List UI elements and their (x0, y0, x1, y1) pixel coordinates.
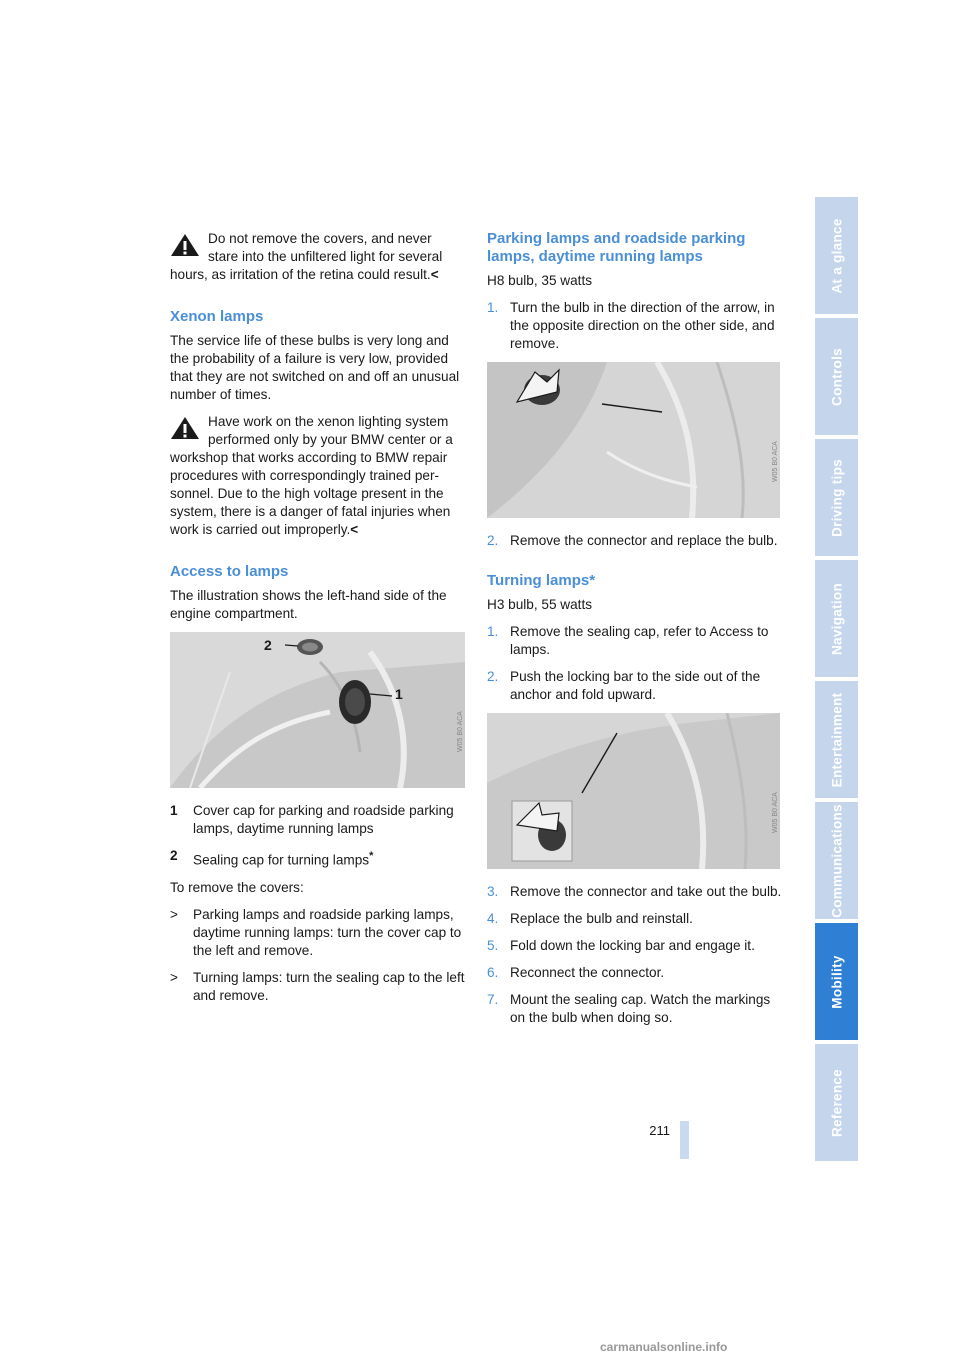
step-text: Replace the bulb and reinstall. (510, 911, 693, 926)
list-item (487, 964, 782, 982)
turning-bulb-spec: H3 bulb, 55 watts (487, 597, 593, 612)
step-number: 3. (487, 884, 499, 899)
remove-intro: To remove the covers: (170, 879, 304, 895)
bullet-mark: > (170, 969, 178, 985)
heading-access-to-lamps: Access to lamps (170, 563, 289, 580)
step-text: Turn the bulb in the direction of the arrow, in the opposite direction on the other side, and remove. (510, 300, 775, 351)
figure-label-1: 1 (395, 686, 403, 702)
tab-label: Mobility (829, 954, 844, 1009)
turning-lamp-illustration (487, 713, 780, 869)
legend-list (170, 802, 465, 870)
heading-xenon-lamps: Xenon lamps (170, 308, 264, 325)
tab-navigation[interactable] (815, 560, 858, 681)
figure-code: W05 B0 ACA (772, 441, 779, 482)
step-number: 6. (487, 965, 499, 980)
list-item (487, 910, 782, 928)
page-number-bar (680, 1121, 689, 1159)
step-number: 1. (487, 300, 499, 315)
step-number: 2. (487, 669, 499, 684)
step-text: Mount the sealing cap. Watch the markings on the bulb when doing so. (510, 992, 771, 1025)
tab-label: Navigation (829, 582, 844, 655)
section-tabs (815, 197, 858, 1165)
step-text: Reconnect the connector. (510, 965, 665, 980)
warning-line-b: stare into the unfiltered light for several hours, as irritation of the retina could result. (170, 249, 443, 282)
tab-label: Driving tips (829, 458, 844, 537)
end-mark: < (350, 522, 359, 537)
warning-triangle-icon (170, 233, 200, 257)
step-text: Remove the connector and take out the bulb. (510, 884, 782, 899)
list-item (487, 991, 782, 1027)
parking-bulb-spec: H8 bulb, 35 watts (487, 273, 593, 288)
figure-code: W05 B0 ACA (457, 711, 464, 752)
heading-parking-lamps: Parking lamps and roadside parking lamps, daytime running lamps (487, 230, 746, 265)
access-body: The illustration shows the left-hand side of the engine compartment. (170, 588, 447, 621)
step-text: Remove the sealing cap, refer to Access to lamps. (510, 624, 769, 657)
watermark: carmanualsonline.info (600, 1340, 728, 1354)
tab-label: Communications (829, 803, 844, 918)
legend-number: 2 (170, 848, 178, 863)
list-item (170, 906, 465, 960)
remove-steps (170, 906, 465, 1005)
tab-label: At a glance (829, 217, 844, 294)
legend-text: Sealing cap for turning lamps (193, 852, 370, 868)
warning-triangle-icon (170, 416, 200, 440)
warning-line-b: performed only by your BMW center or a workshop that works according to BMW repair procedures with correspondingly trained per-sonnel. Due to the high voltage present in the system, there is a danger of fatal injuries when work is carried out improperly. (170, 432, 453, 537)
step-text: Fold down the locking bar and engage it. (510, 938, 755, 953)
step-number: 4. (487, 911, 499, 926)
step-number: 2. (487, 533, 499, 548)
legend-item (170, 847, 465, 870)
tab-controls[interactable] (815, 318, 858, 439)
page-number: 211 (649, 1123, 670, 1138)
engine-compartment-illustration (170, 632, 465, 788)
list-item (487, 668, 782, 704)
step-text: Push the locking bar to the side out of the anchor and fold upward. (510, 669, 761, 702)
tab-label: Entertainment (829, 692, 844, 787)
end-mark: < (430, 267, 439, 282)
tab-mobility[interactable] (815, 923, 858, 1044)
bullet-text: Parking lamps and roadside parking lamps, daytime running lamps: turn the cover cap to the left and remove. (193, 906, 462, 958)
warning-xenon-system (170, 413, 465, 539)
tab-communications[interactable] (815, 802, 858, 923)
parking-lamp-illustration (487, 362, 780, 518)
engine-compartment-figure (170, 632, 465, 788)
turning-steps-b (487, 883, 782, 1027)
tab-label: Controls (829, 347, 844, 406)
heading-turning-lamps: Turning lamps* (487, 572, 596, 589)
step-number: 1. (487, 624, 499, 639)
list-item (487, 937, 782, 955)
step-text: Remove the connector and replace the bulb. (510, 533, 778, 548)
tab-at-a-glance[interactable] (815, 197, 858, 318)
warning-line-a: Do not remove the covers, and never (208, 231, 432, 246)
legend-number: 1 (170, 803, 178, 818)
legend-item (170, 802, 465, 838)
tab-reference[interactable] (815, 1044, 858, 1165)
figure-code: W05 B0 ACA (772, 792, 779, 833)
step-number: 7. (487, 992, 499, 1007)
parking-steps-b (487, 532, 782, 550)
list-item (170, 969, 465, 1005)
parking-lamp-figure (487, 362, 780, 518)
turning-steps-a (487, 623, 782, 704)
legend-text: Cover cap for parking and roadside parking lamps, daytime running lamps (193, 803, 454, 836)
warning-line-a: Have work on the xenon lighting system (208, 414, 449, 429)
list-item (487, 883, 782, 901)
parking-steps-a (487, 299, 782, 353)
tab-driving-tips[interactable] (815, 439, 858, 560)
bullet-mark: > (170, 906, 178, 922)
turning-lamp-figure (487, 713, 780, 869)
optional-equipment-star: * (369, 850, 374, 862)
xenon-body: The service life of these bulbs is very long and the probability of a failure is very low, provided that they are not switched on and off an unusual number of times. (170, 333, 460, 402)
tab-entertainment[interactable] (815, 681, 858, 802)
list-item (487, 623, 782, 659)
warning-retina (170, 230, 465, 284)
step-number: 5. (487, 938, 499, 953)
figure-label-2: 2 (264, 637, 272, 653)
list-item (487, 299, 782, 353)
list-item (487, 532, 782, 550)
right-column (487, 230, 782, 1036)
bullet-text: Turning lamps: turn the sealing cap to the left and remove. (193, 969, 465, 1003)
left-column (170, 230, 465, 1014)
tab-label: Reference (829, 1068, 844, 1137)
